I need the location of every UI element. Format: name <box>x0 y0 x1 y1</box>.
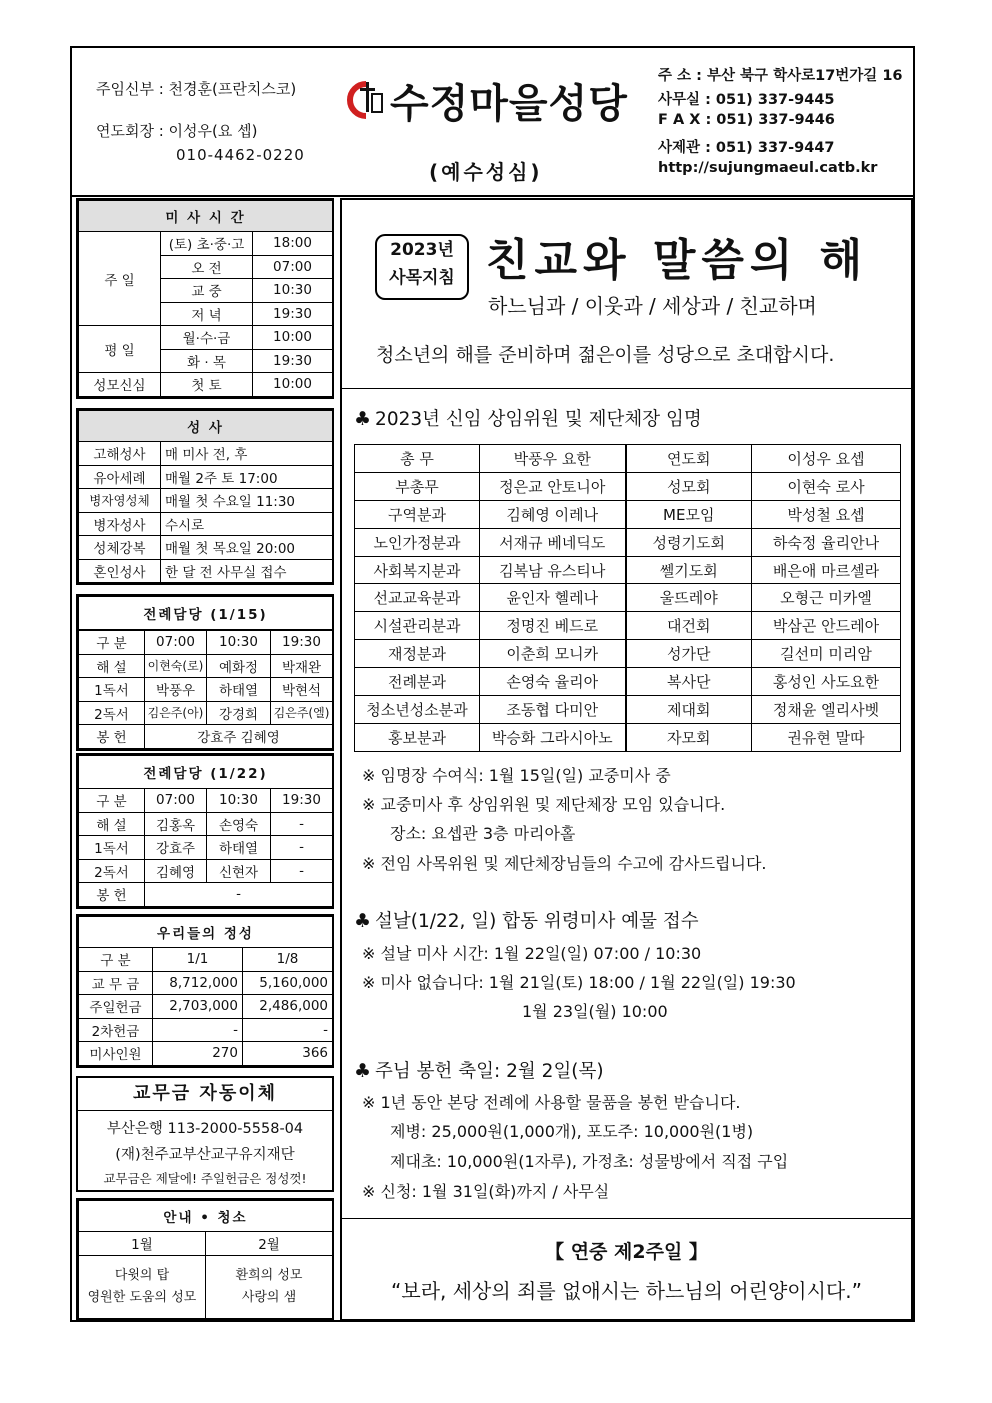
appointment-person: 이춘희 모니카 <box>480 640 626 668</box>
appointment-person: 하숙정 율리안나 <box>752 528 901 556</box>
mass-time: 07:00 <box>253 255 333 279</box>
pastor-label: 주임신부 : 천경훈(프란치스코) <box>96 80 297 98</box>
appointment-role: 구역분과 <box>355 500 480 528</box>
appointment-role: 홍보분과 <box>355 723 480 751</box>
rectory-phone: 사제관 : 051) 337-9447 <box>658 140 835 156</box>
sacrament-name: 성체강복 <box>79 536 161 560</box>
account-holder: (재)천주교부산교구유지재단 <box>115 1147 295 1163</box>
theme-badge <box>375 234 469 300</box>
liturgy-head: 07:00 <box>145 789 207 813</box>
liturgy-box-0122 <box>76 753 334 909</box>
appointment-role: 선교교육분과 <box>355 584 480 612</box>
offerings-value: 2,703,000 <box>153 995 243 1019</box>
cleaning-feb <box>206 1255 333 1318</box>
liturgy-cell: - <box>271 836 333 860</box>
sacrament-name: 고해성사 <box>79 442 161 466</box>
sacrament-value: 수시로 <box>161 512 333 536</box>
mass-name: 화 · 목 <box>161 349 253 373</box>
table-row <box>355 668 901 696</box>
liturgy-cell: - <box>271 812 333 836</box>
cleaning-title: 안내 • 청소 <box>79 1201 333 1232</box>
offerings-label: 미사인원 <box>79 1042 153 1066</box>
cleaning-group: 사랑의 샘 <box>241 1289 297 1305</box>
mass-time: 19:30 <box>253 302 333 326</box>
pastoral-theme <box>342 200 911 389</box>
mass-name: 저 녁 <box>161 302 253 326</box>
liturgy-title: 전례담당 (1/15) <box>79 597 333 631</box>
table-row <box>355 556 901 584</box>
appointments-heading <box>354 405 702 431</box>
liturgy-role: 1독서 <box>79 678 145 702</box>
liturgy-cell: 예화정 <box>207 654 271 678</box>
offerings-value: 366 <box>243 1042 333 1066</box>
presentation-note: 제대초: 10,000원(1자루), 가정초: 성물방에서 직접 구입 <box>390 1152 789 1171</box>
appointment-role: 청소년성소분과 <box>355 696 480 724</box>
liturgy-cell: 강경희 <box>207 701 271 725</box>
appointment-role: 자모회 <box>626 723 752 751</box>
offerings-value: 5,160,000 <box>243 971 333 995</box>
table-row <box>355 696 901 724</box>
appointment-role: 노인가정분과 <box>355 528 480 556</box>
offerings-value: 8,712,000 <box>153 971 243 995</box>
mass-name: (토) 초·중·고 <box>161 232 253 256</box>
liturgy-head: 10:30 <box>207 789 271 813</box>
liturgy-title: 전례담당 (1/22) <box>79 756 333 789</box>
weekday-label: 평 일 <box>79 326 161 373</box>
table-row <box>355 584 901 612</box>
liturgy-cell: 이현숙(로) <box>145 654 207 678</box>
offerings-value: 2,486,000 <box>243 995 333 1019</box>
liturgy-head: 19:30 <box>271 789 333 813</box>
appointment-person: 윤인자 헬레나 <box>480 584 626 612</box>
presentation-heading <box>354 1057 604 1083</box>
liturgy-cell: 하태열 <box>207 836 271 860</box>
liturgy-role: 2독서 <box>79 859 145 883</box>
liturgy-offering: 강효주 김혜영 <box>145 725 333 749</box>
appointment-role: 재정분과 <box>355 640 480 668</box>
church-logo <box>346 72 646 132</box>
liturgy-role: 봉 헌 <box>79 883 145 907</box>
appointment-role: 총 무 <box>355 445 480 473</box>
fax-number: F A X : 051) 337-9446 <box>658 112 835 128</box>
offerings-label: 주일헌금 <box>79 995 153 1019</box>
liturgy-cell: 박재완 <box>271 654 333 678</box>
liturgy-cell: 박풍우 <box>145 678 207 702</box>
offerings-label: 교 무 금 <box>79 971 153 995</box>
club-icon: ♣ <box>354 1060 372 1082</box>
lunar-note: ※ 미사 없습니다: 1월 21일(토) 18:00 / 1월 22일(일) 19:30 <box>362 973 796 992</box>
liturgy-box-0115 <box>76 594 334 751</box>
table-row <box>355 612 901 640</box>
liturgy-cell: 강효주 <box>145 836 207 860</box>
office-phone: 사무실 : 051) 337-9445 <box>658 92 835 108</box>
cleaning-jan <box>79 1255 206 1318</box>
liturgy-head: 구 분 <box>79 789 145 813</box>
theme-title: 친교와 말씀의 해 <box>486 235 869 286</box>
liturgy-role: 해 설 <box>79 654 145 678</box>
sacrament-value: 매월 2주 토 17:00 <box>161 465 333 489</box>
sunday-label: 주 일 <box>79 232 161 326</box>
appointments-table <box>354 444 901 752</box>
table-row <box>355 500 901 528</box>
main-content <box>340 198 913 1321</box>
appointment-role: 복사단 <box>626 668 752 696</box>
transfer-note: 교무금은 제달에! 주일헌금은 정성껏! <box>103 1171 307 1186</box>
appointment-note: 장소: 요셉관 3층 마리아홀 <box>390 824 576 843</box>
offerings-value: - <box>243 1018 333 1042</box>
lunar-heading <box>354 907 699 933</box>
appointment-role: 부총무 <box>355 472 480 500</box>
church-emblem-icon <box>346 76 388 124</box>
mass-name: 오 전 <box>161 255 253 279</box>
sacrament-name: 병자성사 <box>79 512 161 536</box>
heading-text: 설날(1/22, 일) 합동 위령미사 예물 접수 <box>375 911 699 932</box>
header <box>72 48 913 197</box>
church-subtitle: (예수성심) <box>429 160 543 184</box>
appointment-role: 쎌기도회 <box>626 556 752 584</box>
offerings-box <box>76 914 334 1068</box>
cleaning-group: 환희의 성모 <box>235 1267 303 1283</box>
liturgy-role: 봉 헌 <box>79 725 145 749</box>
appointment-person: 배은애 마르셀라 <box>752 556 901 584</box>
council-phone: 010-4462-0220 <box>176 146 305 164</box>
presentation-note: ※ 신청: 1월 31일(화)까지 / 사무실 <box>362 1182 610 1201</box>
badge-year: 2023년 <box>390 240 454 260</box>
liturgy-cell: - <box>271 859 333 883</box>
liturgy-cell: 하태열 <box>207 678 271 702</box>
club-icon: ♣ <box>354 408 372 430</box>
table-row <box>355 640 901 668</box>
liturgy-head: 구 분 <box>79 630 145 654</box>
offerings-label: 2차헌금 <box>79 1018 153 1042</box>
liturgy-role: 1독서 <box>79 836 145 860</box>
appointment-role: 성령기도회 <box>626 528 752 556</box>
cleaning-group: 다윗의 탑 <box>114 1267 170 1283</box>
appointment-person: 정명진 베드로 <box>480 612 626 640</box>
table-row <box>355 472 901 500</box>
appointment-person: 조동협 다미안 <box>480 696 626 724</box>
cleaning-head: 1월 <box>79 1232 206 1256</box>
appointment-role: ME모임 <box>626 500 752 528</box>
mass-times-box <box>76 198 334 399</box>
mass-times-title: 미 사 시 간 <box>79 201 333 232</box>
bank-account: 부산은행 113-2000-5558-04 <box>106 1121 304 1137</box>
appointment-person: 서재규 베네딕도 <box>480 528 626 556</box>
auto-transfer-box <box>76 1076 334 1192</box>
marian-label: 성모신심 <box>79 373 161 397</box>
appointment-role: 성가단 <box>626 640 752 668</box>
heading-text: 주님 봉헌 축일: 2월 2일(목) <box>375 1061 604 1082</box>
liturgy-cell: 손영숙 <box>207 812 271 836</box>
offerings-head: 구 분 <box>79 948 153 972</box>
council-label: 연도회장 : 이성우(요 셉) <box>96 122 258 140</box>
mass-time: 10:00 <box>253 373 333 397</box>
church-name: 수정마을성당 <box>390 81 628 127</box>
cleaning-group: 영원한 도움의 성모 <box>87 1289 197 1305</box>
lunar-note: ※ 설날 미사 시간: 1월 22일(일) 07:00 / 10:30 <box>362 944 702 963</box>
cleaning-head: 2월 <box>206 1232 333 1256</box>
offerings-head: 1/1 <box>153 948 243 972</box>
liturgy-role: 해 설 <box>79 812 145 836</box>
liturgy-cell: 김은주(엘) <box>271 701 333 725</box>
sunday-quote: “보라, 세상의 죄를 없애시는 하느님의 어린양이시다.” <box>391 1279 862 1303</box>
table-row <box>355 528 901 556</box>
cleaning-box <box>76 1198 334 1321</box>
heading-text: 2023년 신임 상임위원 및 제단체장 임명 <box>375 409 702 430</box>
sunday-title: 【 연중 제2주일 】 <box>545 1241 708 1263</box>
appointment-role: 전례분과 <box>355 668 480 696</box>
sacrament-value: 매월 첫 수요일 11:30 <box>161 489 333 513</box>
mass-time: 10:00 <box>253 326 333 350</box>
liturgy-role: 2독서 <box>79 701 145 725</box>
presentation-note: ※ 1년 동안 본당 전례에 사용할 물품을 봉헌 받습니다. <box>362 1093 741 1112</box>
presentation-note: 제병: 25,000원(1,000개), 포도주: 10,000원(1병) <box>390 1122 754 1141</box>
mass-time: 19:30 <box>253 349 333 373</box>
sacrament-name: 혼인성사 <box>79 559 161 583</box>
liturgy-cell: 김홍옥 <box>145 812 207 836</box>
liturgy-head: 07:00 <box>145 630 207 654</box>
appointment-role: 제대회 <box>626 696 752 724</box>
appointment-person: 박승화 그라시아노 <box>480 723 626 751</box>
appointment-note: ※ 교중미사 후 상임위원 및 제단체장 모임 있습니다. <box>362 795 726 814</box>
liturgy-cell: 김은주(아) <box>145 701 207 725</box>
appointment-person: 김복남 유스티나 <box>480 556 626 584</box>
mass-time: 18:00 <box>253 232 333 256</box>
appointment-note: ※ 전임 사목위원 및 제단체장님들의 수고에 감사드립니다. <box>362 854 767 873</box>
offerings-value: 270 <box>153 1042 243 1066</box>
theme-subtitle: 하느님과 / 이웃과 / 세상과 / 친교하며 <box>488 294 817 318</box>
appointment-person: 이성우 요셉 <box>752 445 901 473</box>
sacrament-value: 매월 첫 목요일 20:00 <box>161 536 333 560</box>
appointment-person: 오형근 미카엘 <box>752 584 901 612</box>
table-row <box>355 723 901 751</box>
sacrament-name: 병자영성체 <box>79 489 161 513</box>
appointment-person: 정은교 안토니아 <box>480 472 626 500</box>
sacrament-name: 유아세례 <box>79 465 161 489</box>
table-row <box>355 445 901 473</box>
appointment-role: 울뜨레야 <box>626 584 752 612</box>
mass-name: 교 중 <box>161 279 253 303</box>
appointment-role: 대건회 <box>626 612 752 640</box>
sacraments-title: 성 사 <box>79 411 333 442</box>
appointment-person: 김혜영 이레나 <box>480 500 626 528</box>
appointment-role: 시설관리분과 <box>355 612 480 640</box>
appointment-person: 권유현 말따 <box>752 723 901 751</box>
appointment-person: 박삼곤 안드레아 <box>752 612 901 640</box>
liturgy-head: 19:30 <box>271 630 333 654</box>
appointment-role: 사회복지분과 <box>355 556 480 584</box>
appointment-person: 손영숙 율리아 <box>480 668 626 696</box>
auto-transfer-title: 교무금 자동이체 <box>78 1078 332 1111</box>
sunday-section <box>342 1218 911 1320</box>
mass-name: 첫 토 <box>161 373 253 397</box>
offerings-value: - <box>153 1018 243 1042</box>
sacrament-value: 매 미사 전, 후 <box>161 442 333 466</box>
website-link[interactable]: http://sujungmaeul.catb.kr <box>658 160 878 176</box>
address: 주 소 : 부산 북구 학사로17번가길 16 <box>658 68 903 84</box>
bulletin-frame <box>70 46 915 1322</box>
appointment-person: 이현숙 로사 <box>752 472 901 500</box>
appointment-person: 길선미 미리암 <box>752 640 901 668</box>
liturgy-cell: 박현석 <box>271 678 333 702</box>
theme-line: 청소년의 해를 준비하며 젊은이를 성당으로 초대합시다. <box>376 344 835 366</box>
liturgy-cell: 신현자 <box>207 859 271 883</box>
mass-time: 10:30 <box>253 279 333 303</box>
sacrament-value: 한 달 전 사무실 접수 <box>161 559 333 583</box>
liturgy-offering: - <box>145 883 333 907</box>
offerings-title: 우리들의 정성 <box>79 917 333 948</box>
liturgy-head: 10:30 <box>207 630 271 654</box>
appointment-person: 박풍우 요한 <box>480 445 626 473</box>
appointment-person: 홍성인 사도요한 <box>752 668 901 696</box>
offerings-head: 1/8 <box>243 948 333 972</box>
sacraments-box <box>76 408 334 585</box>
badge-label: 사목지침 <box>389 268 455 288</box>
mass-name: 월·수·금 <box>161 326 253 350</box>
liturgy-cell: 김혜영 <box>145 859 207 883</box>
appointment-person: 정채윤 엘리사벳 <box>752 696 901 724</box>
lunar-note: 1월 23일(월) 10:00 <box>522 1002 668 1021</box>
appointment-role: 연도회 <box>626 445 752 473</box>
appointment-note: ※ 임명장 수여식: 1월 15일(일) 교중미사 중 <box>362 766 671 785</box>
appointment-role: 성모회 <box>626 472 752 500</box>
appointment-person: 박성철 요셉 <box>752 500 901 528</box>
club-icon: ♣ <box>354 910 372 932</box>
